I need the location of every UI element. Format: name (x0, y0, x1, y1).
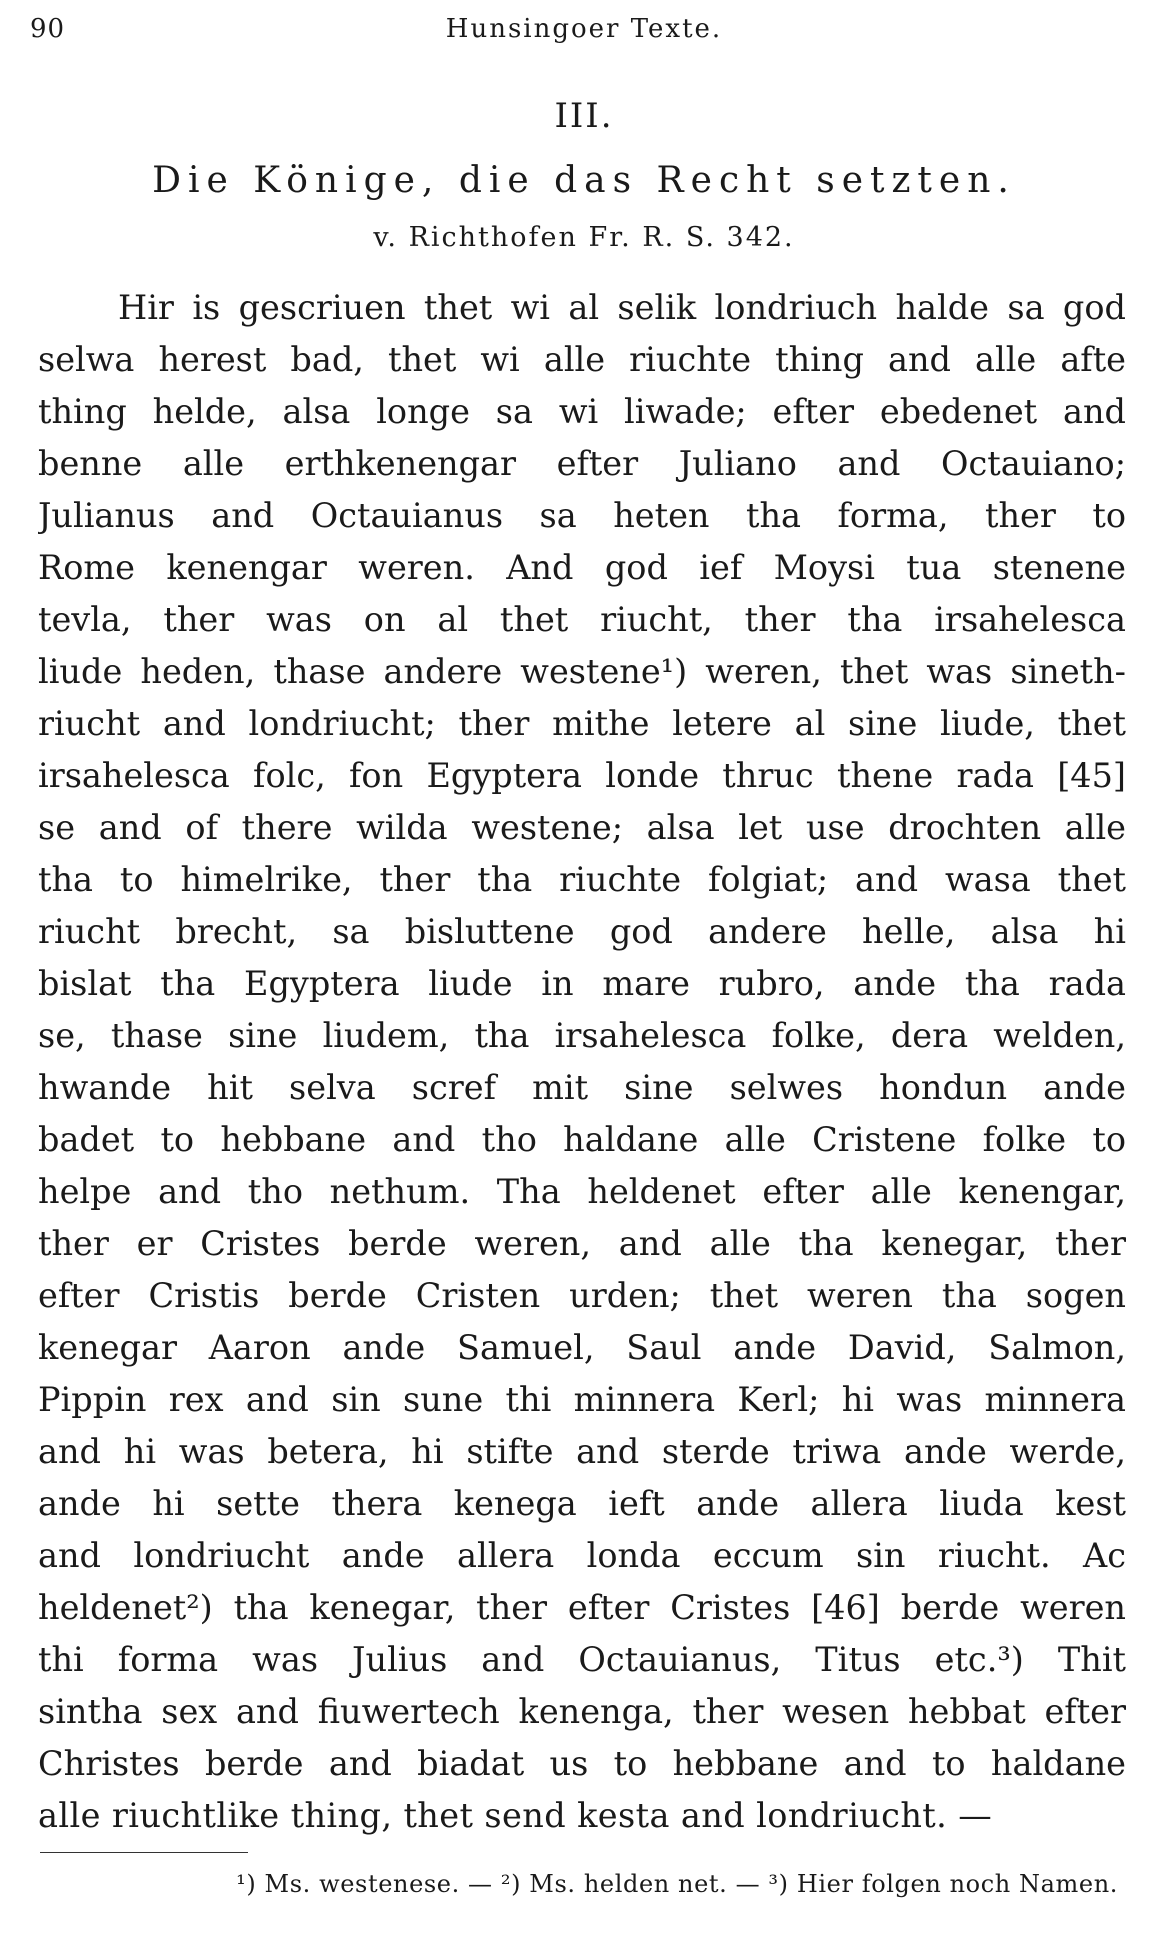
text-line: tha to himelrike, ther tha riuchte folgiat; and wasa thet (38, 860, 1126, 899)
text-line: tevla, ther was on al thet riucht, ther tha irsahelesca (38, 600, 1126, 639)
body-text (38, 282, 1126, 1842)
text-line: riucht and londriucht; ther mithe letere al sine liude, thet (38, 704, 1126, 743)
text-line: thi forma was Julius and Octauianus, Titus etc.³) Thit (38, 1640, 1126, 1679)
page-number: 90 (30, 14, 66, 44)
text-line: alle riuchtlike thing, thet send kesta and londriucht. — (38, 1796, 993, 1835)
section-source: v. Richthofen Fr. R. S. 342. (373, 222, 795, 253)
running-head (30, 14, 1138, 54)
text-line: badet to hebbane and tho haldane alle Cristene folke to (38, 1120, 1126, 1159)
text-line: and hi was betera, hi stifte and sterde triwa ande werde, (38, 1432, 1126, 1471)
section-title: Die Könige, die das Recht setzten. (152, 160, 1016, 201)
footnotes: ¹) Ms. westenese. — ²) Ms. helden net. — ³) Hier folgen noch Namen. (236, 1870, 1118, 1898)
text-line: riucht brecht, sa bisluttene god andere helle, alsa hi (38, 912, 1126, 951)
text-line: se and of there wilda westene; alsa let use drochten alle (38, 808, 1126, 847)
text-line: irsahelesca folc, fon Egyptera londe thruc thene rada [45] (38, 756, 1126, 795)
text-line: and londriucht ande allera londa eccum sin riucht. Ac (38, 1536, 1126, 1575)
section-number: III. (554, 96, 614, 136)
text-line: thing helde, alsa longe sa wi liwade; efter ebedenet and (38, 392, 1126, 431)
text-line: Rome kenengar weren. And god ief Moysi tua stenene (38, 548, 1126, 587)
text-line: bislat tha Egyptera liude in mare rubro, ande tha rada (38, 964, 1126, 1003)
text-line: benne alle erthkenengar efter Juliano and Octauiano; (38, 444, 1126, 483)
text-line: sintha sex and fiuwertech kenenga, ther wesen hebbat efter (38, 1692, 1126, 1731)
text-line: Julianus and Octauianus sa heten tha forma, ther to (38, 496, 1126, 535)
text-line: selwa herest bad, thet wi alle riuchte thing and alle afte (38, 340, 1126, 379)
text-line: heldenet²) tha kenegar, ther efter Cristes [46] berde weren (38, 1588, 1126, 1627)
text-line: hwande hit selva scref mit sine selwes hondun ande (38, 1068, 1126, 1107)
footnote-divider (40, 1852, 248, 1853)
text-line: ande hi sette thera kenega ieft ande allera liuda kest (38, 1484, 1126, 1523)
text-line: kenegar Aaron ande Samuel, Saul ande David, Salmon, (38, 1328, 1126, 1367)
running-title: Hunsingoer Texte. (445, 14, 723, 44)
text-line: Pippin rex and sin sune thi minnera Kerl; hi was minnera (38, 1380, 1126, 1419)
text-line: Christes berde and biadat us to hebbane and to haldane (38, 1744, 1126, 1783)
text-line: liude heden, thase andere westene¹) weren, thet was sineth- (38, 652, 1126, 691)
text-line: helpe and tho nethum. Tha heldenet efter alle kenengar, (38, 1172, 1126, 1211)
text-line: se, thase sine liudem, tha irsahelesca folke, dera welden, (38, 1016, 1126, 1055)
text-line: efter Cristis berde Cristen urden; thet weren tha sogen (38, 1276, 1126, 1315)
text-line: Hir is gescriuen thet wi al selik londriuch halde sa god (118, 288, 1126, 327)
text-line: ther er Cristes berde weren, and alle tha kenegar, ther (38, 1224, 1126, 1263)
